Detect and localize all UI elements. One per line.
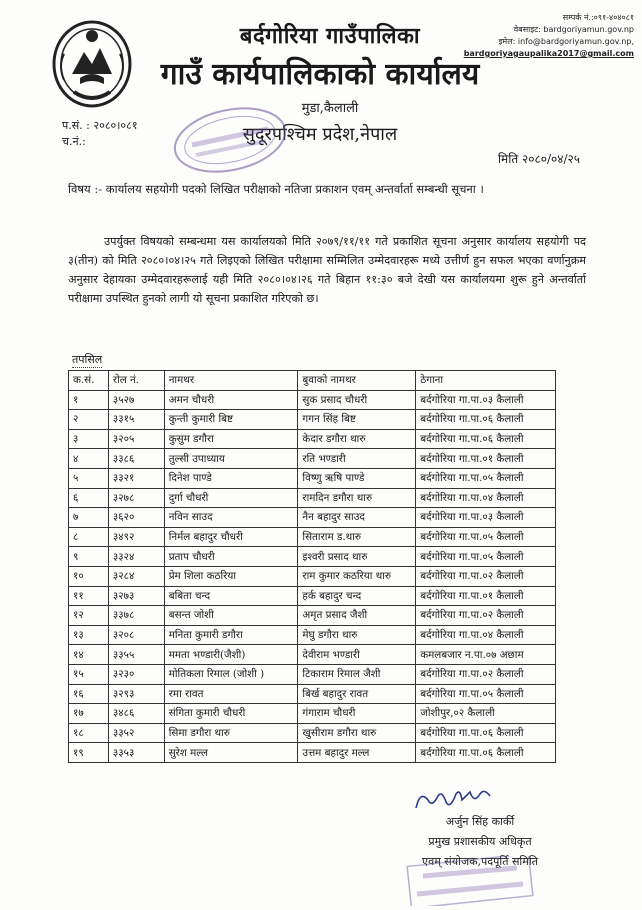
candidate-name-cell: कुसुम डगौरा (164, 429, 298, 449)
table-row (69, 508, 556, 528)
address-cell: जोशीपुर,०२ कैलाली (416, 704, 556, 724)
candidate-name-cell: रमा रावत (164, 684, 298, 704)
notice-subject: विषय :- कार्यालय सहयोगी पदको लिखित परीक्षाको नतिजा प्रकाशन एवम् अन्तर्वार्ता सम्बन्धी सूचना । (68, 182, 484, 196)
nepal-emblem-icon (50, 14, 134, 110)
roll-number-cell: ३३१५ (108, 410, 164, 430)
table-row (69, 625, 556, 645)
candidate-name-cell: अमन चौधरी (164, 390, 298, 410)
roll-number-cell: ३२९३ (108, 684, 164, 704)
table-row (69, 586, 556, 606)
notice-body (68, 232, 586, 308)
contact-email: इमेल: info@bardgoriyamun.gov.np, (498, 37, 634, 46)
candidate-name-cell: मनिता कुमारी डगौरा (164, 625, 298, 645)
candidate-name-cell: सिमा डगौरा थारु (164, 723, 298, 743)
table-row (69, 645, 556, 665)
address-cell: बर्दगोरिया गा.पा.०४ कैलाली (416, 488, 556, 508)
serial-cell: १३ (69, 625, 109, 645)
father-name-cell: राम कुमार कठरिया थारु (298, 566, 416, 586)
serial-cell: ७ (69, 508, 109, 528)
results-table (68, 370, 556, 763)
candidate-name-cell: ममता भण्डारी(जैशी) (164, 645, 298, 665)
candidate-name-cell: संगिता कुमारी चौधरी (164, 704, 298, 724)
table-row (69, 449, 556, 469)
serial-cell: १४ (69, 645, 109, 665)
signatory-stamp-icon (405, 856, 535, 906)
notice-date: मिति २०८०/०४/२५ (497, 152, 580, 166)
table-row (69, 606, 556, 626)
roll-number-cell: ३५२७ (108, 390, 164, 410)
address-cell: बर्दगोरिया गा.पा.०२ कैलाली (416, 566, 556, 586)
roll-number-cell: ३२८४ (108, 566, 164, 586)
roll-number-cell: ३२०८ (108, 625, 164, 645)
father-name-cell: उत्तम बहादुर मल्ल (298, 743, 416, 763)
serial-cell: २ (69, 410, 109, 430)
father-name-cell: सुक प्रसाद चौधरी (298, 390, 416, 410)
table-row (69, 468, 556, 488)
table-row (69, 547, 556, 567)
table-row (69, 743, 556, 763)
serial-cell: १ (69, 390, 109, 410)
roll-number-cell: ३२०५ (108, 429, 164, 449)
candidate-name-cell: मोतिकला रिमाल (जोशी ) (164, 664, 298, 684)
father-name-cell: रामदिन डगौरा थारु (298, 488, 416, 508)
candidate-name-cell: दुर्गा चौधरी (164, 488, 298, 508)
table-row (69, 410, 556, 430)
address-cell: बर्दगोरिया गा.पा.०६ कैलाली (416, 410, 556, 430)
serial-cell: ४ (69, 449, 109, 469)
col-header-name: नामथर (164, 371, 298, 391)
roll-number-cell: ३४९२ (108, 527, 164, 547)
roll-number-cell: ३२३० (108, 664, 164, 684)
col-header-father-name: बुवाको नामथर (298, 371, 416, 391)
table-row (69, 566, 556, 586)
table-row (69, 488, 556, 508)
serial-cell: ५ (69, 468, 109, 488)
serial-cell: ९ (69, 547, 109, 567)
address-cell: बर्दगोरिया गा.पा.०६ कैलाली (416, 743, 556, 763)
office-name-municipality: बर्दगोरिया गाउँपालिका (239, 23, 421, 49)
father-name-cell: गंगाराम चौधरी (298, 704, 416, 724)
serial-cell: १७ (69, 704, 109, 724)
serial-cell: ६ (69, 488, 109, 508)
serial-cell: ३ (69, 429, 109, 449)
father-name-cell: टिकाराम रिमाल जैशी (298, 664, 416, 684)
address-cell: बर्दगोरिया गा.पा.०२ कैलाली (416, 664, 556, 684)
col-header-roll: रोल नं. (108, 371, 164, 391)
father-name-cell: बिर्ख बहादुर रावत (298, 684, 416, 704)
contact-website: वेबसाइट: bardgoriyamun.gov.np (513, 25, 634, 34)
serial-cell: ८ (69, 527, 109, 547)
address-cell: बर्दगोरिया गा.पा.०३ कैलाली (416, 390, 556, 410)
father-name-cell: हर्क बहादुर चन्द (298, 586, 416, 606)
roll-number-cell: ३३५३ (108, 743, 164, 763)
signatory-name: अर्जुन सिंह कार्की (445, 815, 515, 828)
serial-cell: १२ (69, 606, 109, 626)
candidate-name-cell: दिनेश पाण्डे (164, 468, 298, 488)
table-row (69, 723, 556, 743)
father-name-cell: देवीराम भण्डारी (298, 645, 416, 665)
serial-cell: १६ (69, 684, 109, 704)
office-stamp-icon (170, 105, 290, 175)
address-cell: बर्दगोरिया गा.पा.०५ कैलाली (416, 684, 556, 704)
col-header-address: ठेगाना (416, 371, 556, 391)
serial-cell: १८ (69, 723, 109, 743)
office-name-executive: गाउँ कार्यपालिकाको कार्यालय (160, 57, 480, 92)
serial-cell: १५ (69, 664, 109, 684)
notice-body-text: उपर्युक्त विषयको सम्बन्धमा यस कार्यालयको मिति २०७९/११/११ गते प्रकाशित सूचना अनुसार कार्यालय सहयोगी पद ३(तीन) को मिति २०८०।०४।२५ गते लिइएको लिखित परीक्षामा सम्मिलित उम्मेदवारहरू मध्ये उत्तीर्ण हुन सफल भएका वर्णानुक्रम अनुसार देहायका उम्मेदवारहरूलाई यही मिति २०८०।०४।२६ गते बिहान ११:३० बजे देखी यस कार्यालयमा शुरू हुने अन्तर्वार्ता परीक्षामा उपस्थित हुनको लागी यो सूचना प्रकाशित गरिएको छ। (68, 235, 586, 305)
address-cell: बर्दगोरिया गा.पा.०१ कैलाली (416, 449, 556, 469)
candidate-name-cell: नविन साउद (164, 508, 298, 528)
results-body (69, 390, 556, 762)
serial-cell: ११ (69, 586, 109, 606)
father-name-cell: मेघु डगौरा थारु (298, 625, 416, 645)
father-name-cell: विष्णु ऋषि पाण्डे (298, 468, 416, 488)
address-cell: बर्दगोरिया गा.पा.०१ कैलाली (416, 586, 556, 606)
serial-cell: १९ (69, 743, 109, 763)
candidate-name-cell: बसन्त जोशी (164, 606, 298, 626)
table-row (69, 390, 556, 410)
candidate-name-cell: प्रताप चौधरी (164, 547, 298, 567)
address-cell: बर्दगोरिया गा.पा.०५ कैलाली (416, 547, 556, 567)
office-address: मुडा,कैलाली (301, 101, 359, 116)
serial-cell: १० (69, 566, 109, 586)
letter-number: प.सं. : २०८०।०८१ (62, 119, 138, 132)
roll-number-cell: ३३२१ (108, 468, 164, 488)
candidate-name-cell: प्रेम शिला कठरिया (164, 566, 298, 586)
father-name-cell: सिताराम ड.थारु (298, 527, 416, 547)
roll-number-cell: ३३७८ (108, 606, 164, 626)
address-cell: बर्दगोरिया गा.पा.०६ कैलाली (416, 723, 556, 743)
roll-number-cell: ३६२० (108, 508, 164, 528)
address-cell: बर्दगोरिया गा.पा.०६ कैलाली (416, 429, 556, 449)
candidate-name-cell: तुल्सी उपाध्याय (164, 449, 298, 469)
table-header-row (69, 371, 556, 391)
contact-block (454, 12, 634, 60)
address-cell: कमलबजार न.पा.०७ अछाम (416, 645, 556, 665)
address-cell: बर्दगोरिया गा.पा.०४ कैलाली (416, 625, 556, 645)
father-name-cell: नैन बहादुर साउद (298, 508, 416, 528)
address-cell: बर्दगोरिया गा.पा.०५ कैलाली (416, 468, 556, 488)
father-name-cell: केदार डगौरा थारु (298, 429, 416, 449)
father-name-cell: अमृत प्रसाद जैशी (298, 606, 416, 626)
roll-number-cell: ३३५५ (108, 645, 164, 665)
address-cell: बर्दगोरिया गा.पा.०५ कैलाली (416, 527, 556, 547)
roll-number-cell: ३२७३ (108, 586, 164, 606)
roll-number-cell: ३३५२ (108, 723, 164, 743)
signatory-role: एवम् संयोजक,पदपूर्ति समिति (422, 855, 538, 868)
address-cell: बर्दगोरिया गा.पा.०३ कैलाली (416, 508, 556, 528)
table-label: तपसिल (72, 353, 103, 366)
candidate-name-cell: कुन्ती कुमारी बिष्ट (164, 410, 298, 430)
roll-number-cell: ३३२४ (108, 547, 164, 567)
father-name-cell: इश्वरी प्रसाद थारु (298, 547, 416, 567)
table-row (69, 527, 556, 547)
table-row (69, 684, 556, 704)
table-row (69, 664, 556, 684)
office-province: सुदूरपश्चिम प्रदेश,नेपाल (242, 124, 398, 145)
roll-number-cell: ३३८६ (108, 449, 164, 469)
table-row (69, 429, 556, 449)
father-name-cell: खुसीराम डगौरा थारु (298, 723, 416, 743)
father-name-cell: गगन सिंह बिष्ट (298, 410, 416, 430)
father-name-cell: रति भण्डारी (298, 449, 416, 469)
col-header-serial: क.सं. (69, 371, 109, 391)
table-row (69, 704, 556, 724)
contact-phone: सम्पर्क नं.:०९१-४०४०८१ (562, 13, 634, 22)
signatory-title: प्रमुख प्रशासकीय अधिकृत (428, 835, 532, 848)
contact-email-alt: bardgoriyagaupalika2017@gmail.com (463, 49, 634, 58)
candidate-name-cell: बबिता चन्द (164, 586, 298, 606)
roll-number-cell: ३४८६ (108, 704, 164, 724)
candidate-name-cell: सुरेश मल्ल (164, 743, 298, 763)
candidate-name-cell: निर्मल बहादुर चौधरी (164, 527, 298, 547)
address-cell: बर्दगोरिया गा.पा.०२ कैलाली (416, 606, 556, 626)
dispatch-number: च.नं.: (62, 135, 86, 148)
roll-number-cell: ३२७८ (108, 488, 164, 508)
